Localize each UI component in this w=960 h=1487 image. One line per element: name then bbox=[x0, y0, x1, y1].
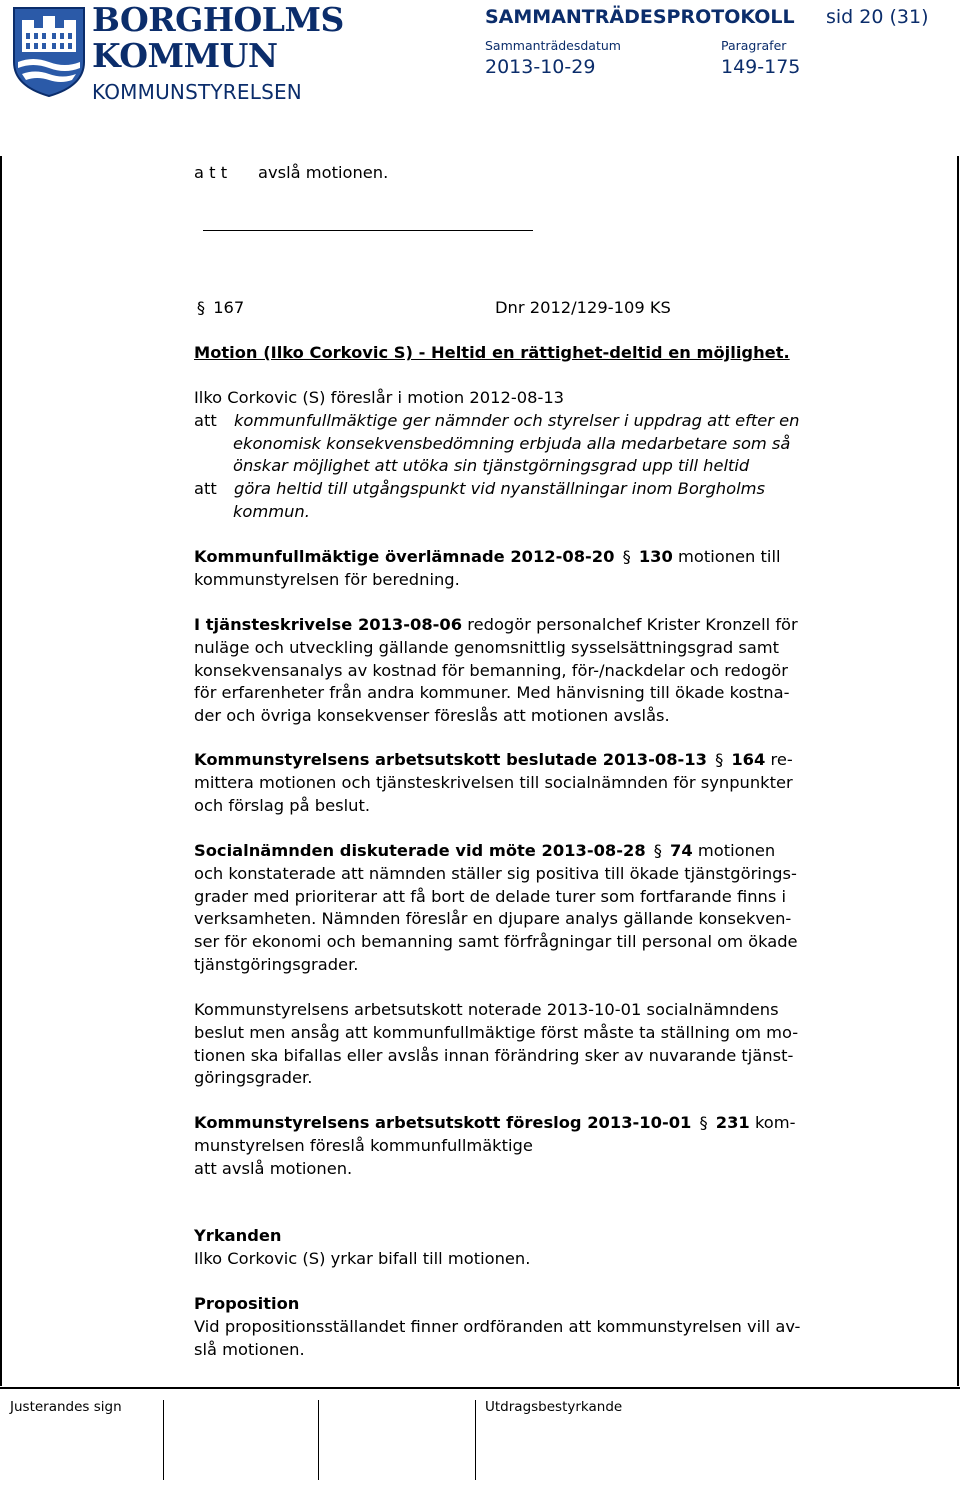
motion-att1-line2: ekonomisk konsekvensbedömning erbjuda alla medarbetare som så bbox=[233, 433, 791, 453]
motion-att2-line1: göra heltid till utgångspunkt vid nyanställningar inom Borgholms bbox=[234, 479, 765, 499]
council-paragraph-number: 130 bbox=[638, 547, 673, 566]
paragraph-sign-icon: § bbox=[715, 750, 724, 769]
section-title: Motion (Ilko Corkovic S) - Heltid en rättighet-deltid en möjlighet. bbox=[194, 343, 790, 362]
council-heading: Kommunfullmäktige överlämnade 2012-08-20 bbox=[194, 547, 615, 566]
signature-box-divider bbox=[163, 1400, 164, 1480]
committee-proposal-paragraph bbox=[194, 1112, 795, 1180]
proposal-paragraph-number: 231 bbox=[715, 1113, 750, 1132]
committee-text: re- bbox=[770, 750, 793, 769]
signature-box-divider bbox=[318, 1400, 319, 1480]
page-number: sid 20 (31) bbox=[826, 6, 929, 28]
intro-decision bbox=[194, 162, 388, 185]
proposal-heading: Kommunstyrelsens arbetsutskott föreslog 2013-10-01 bbox=[194, 1113, 692, 1132]
right-margin-rule bbox=[957, 156, 959, 1386]
footer-rule bbox=[0, 1387, 960, 1389]
memo-text: redogör personalchef Krister Kronzell för bbox=[467, 615, 798, 634]
intro-att: a t t bbox=[194, 163, 228, 182]
meeting-date-value: 2013-10-29 bbox=[485, 56, 596, 78]
social-board-text: motionen bbox=[697, 841, 776, 860]
att-label: att bbox=[194, 410, 217, 430]
proposal-line3: att avslå motionen. bbox=[194, 1158, 353, 1178]
section-header bbox=[194, 297, 671, 320]
memo-line3: konsekvensanalys av kostnad för bemanning, för-/nackdelar och redogör bbox=[194, 660, 788, 680]
memo-line4: för erfarenheter från andra kommuner. Med hänvisning till ökade kostna- bbox=[194, 683, 790, 703]
committee-note-line2: beslut men ansåg att kommunfullmäktige först måste ta ställning om mo- bbox=[194, 1022, 799, 1042]
committee-line3: och förslag på beslut. bbox=[194, 795, 371, 815]
social-board-line2: och konstaterade att nämnden ställer sig positiva till ökade tjänstgörings- bbox=[194, 863, 797, 883]
committee-note-line1: Kommunstyrelsens arbetsutskott noterade 2013-10-01 socialnämndens bbox=[194, 1000, 779, 1019]
council-paragraph bbox=[194, 546, 781, 592]
section-number: 167 bbox=[213, 298, 245, 317]
motions-section bbox=[194, 1225, 530, 1271]
social-board-line4: verksamheten. Nämnden föreslår en djupare analys gällande konsekven- bbox=[194, 909, 792, 929]
motion-att1-line3: önskar möjlighet att utöka sin tjänstgörningsgrad upp till heltid bbox=[233, 456, 750, 476]
council-text: motionen till bbox=[678, 547, 781, 566]
department-name: KOMMUNSTYRELSEN bbox=[92, 80, 302, 104]
committee-note-paragraph bbox=[194, 999, 798, 1090]
memo-line5: der och övriga konsekvenser föreslås att motionen avslås. bbox=[194, 706, 670, 726]
logo-text-kommun: KOMMUN bbox=[92, 36, 278, 75]
proposition-line2: slå motionen. bbox=[194, 1339, 305, 1359]
proposition-heading: Proposition bbox=[194, 1294, 300, 1313]
motion-att1-line1: kommunfullmäktige ger nämnder och styrelser i uppdrag att efter en bbox=[234, 410, 800, 430]
social-board-line3: grader med prioriterar att få bort de delade turer som fortfarande finns i bbox=[194, 886, 787, 906]
paragraphs-label: Paragrafer bbox=[721, 38, 787, 53]
social-board-line6: tjänstgöringsgrader. bbox=[194, 954, 359, 974]
memo-heading: I tjänsteskrivelse 2013-08-06 bbox=[194, 615, 463, 634]
proposition-line1: Vid propositionsställandet finner ordföranden att kommunstyrelsen vill av- bbox=[194, 1316, 801, 1336]
paragraph-sign-icon: § bbox=[196, 298, 206, 317]
council-text-line2: kommunstyrelsen för beredning. bbox=[194, 569, 460, 589]
proposition-section bbox=[194, 1293, 800, 1361]
att-label: att bbox=[194, 479, 217, 499]
committee-line2: mittera motionen och tjänsteskrivelsen till socialnämnden för synpunkter bbox=[194, 772, 793, 792]
committee-paragraph-number: 164 bbox=[731, 750, 766, 769]
committee-note-line3: tionen ska bifallas eller avslås innan förändring sker av nuvarande tjänst- bbox=[194, 1045, 794, 1065]
committee-decision-paragraph bbox=[194, 749, 793, 817]
motion-intro: Ilko Corkovic (S) föreslår i motion 2012-08-13 bbox=[194, 388, 565, 407]
motions-heading: Yrkanden bbox=[194, 1226, 282, 1245]
document-title: SAMMANTRÄDESPROTOKOLL bbox=[485, 6, 795, 28]
logo-text-borgholms: BORGHOLMS bbox=[92, 0, 344, 39]
municipality-crest-logo bbox=[8, 2, 90, 98]
left-margin-rule bbox=[0, 156, 2, 1386]
committee-note-line4: göringsgrader. bbox=[194, 1068, 313, 1088]
social-board-paragraph-number: 74 bbox=[670, 841, 693, 860]
social-board-paragraph bbox=[194, 840, 798, 977]
signature-box-divider bbox=[475, 1400, 476, 1480]
meeting-date-label: Sammanträdesdatum bbox=[485, 38, 621, 53]
signature-label: Justerandes sign bbox=[10, 1399, 122, 1415]
social-board-heading: Socialnämnden diskuterade vid möte 2013-08-28 bbox=[194, 841, 646, 860]
diary-number: Dnr 2012/129-109 KS bbox=[495, 298, 671, 317]
paragraph-sign-icon: § bbox=[699, 1113, 708, 1132]
motion-paragraph bbox=[194, 387, 799, 524]
paragraph-sign-icon: § bbox=[622, 547, 631, 566]
memo-paragraph bbox=[194, 614, 798, 728]
social-board-line5: ser för ekonomi och bemanning samt förfrågningar till personal om ökade bbox=[194, 932, 798, 952]
proposal-text: kom- bbox=[754, 1113, 796, 1132]
proposal-line2: munstyrelsen föreslå kommunfullmäktige bbox=[194, 1135, 533, 1155]
separator-line bbox=[203, 230, 533, 231]
motion-att2-line2: kommun. bbox=[233, 501, 310, 521]
paragraph-sign-icon: § bbox=[653, 841, 662, 860]
motions-text: Ilko Corkovic (S) yrkar bifall till motionen. bbox=[194, 1248, 531, 1268]
memo-line2: nuläge och utveckling gällande genomsnittlig sysselsättningsgrad samt bbox=[194, 637, 780, 657]
committee-heading: Kommunstyrelsens arbetsutskott beslutade 2013-08-13 bbox=[194, 750, 707, 769]
extract-certification-label: Utdragsbestyrkande bbox=[485, 1399, 623, 1415]
paragraphs-value: 149-175 bbox=[721, 56, 801, 78]
intro-text: avslå motionen. bbox=[258, 163, 389, 182]
